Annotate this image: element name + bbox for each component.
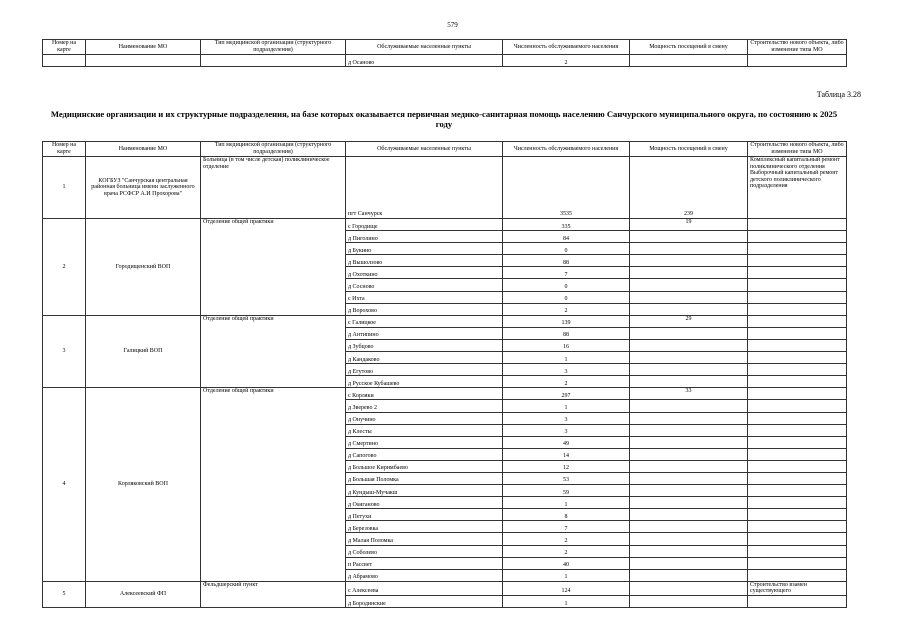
population-cell: 0 bbox=[503, 279, 630, 291]
construction-cell bbox=[748, 291, 847, 303]
capacity-cell bbox=[630, 533, 748, 545]
capacity-cell bbox=[630, 581, 748, 595]
capacity-cell bbox=[630, 472, 748, 484]
capacity-cell: 239 bbox=[630, 157, 748, 219]
settlement-cell: п Рассвет bbox=[346, 557, 503, 569]
construction-cell: Строительство взамен существующего bbox=[748, 581, 847, 595]
construction-cell bbox=[748, 219, 847, 231]
table-label: Таблица 3.28 bbox=[816, 90, 861, 99]
settlement-cell: д Егутово bbox=[346, 364, 503, 376]
capacity-cell bbox=[630, 327, 748, 339]
capacity-cell bbox=[630, 352, 748, 364]
org-name-cell: Корляковский ВОП bbox=[86, 388, 201, 582]
settlement-cell: д Клесты bbox=[346, 424, 503, 436]
header-settlements: Обслуживаемые населенные пункты bbox=[346, 142, 503, 157]
settlement-cell: д Букино bbox=[346, 243, 503, 255]
capacity-cell bbox=[630, 279, 748, 291]
header-settlements: Обслуживаемые населенные пункты bbox=[346, 40, 503, 55]
capacity-cell bbox=[630, 485, 748, 497]
capacity-cell bbox=[630, 412, 748, 424]
table-row bbox=[43, 581, 847, 595]
settlement-cell: с Алексеева bbox=[346, 581, 503, 595]
settlement-cell: д Онучино bbox=[346, 412, 503, 424]
construction-cell bbox=[748, 364, 847, 376]
organizations-table bbox=[42, 141, 847, 608]
capacity-cell: 19 bbox=[630, 219, 748, 231]
population-cell: 1 bbox=[503, 497, 630, 509]
settlement-cell: д Абрамово bbox=[346, 569, 503, 581]
header-construction: Строительство нового объекта, либо изменение типа МО bbox=[748, 40, 847, 55]
capacity-cell bbox=[630, 596, 748, 608]
capacity-cell bbox=[630, 364, 748, 376]
population-cell: 88 bbox=[503, 327, 630, 339]
population-cell: 7 bbox=[503, 521, 630, 533]
capacity-cell: 29 bbox=[630, 315, 748, 327]
page-number: 579 bbox=[447, 21, 458, 29]
settlement-cell: д Зверево 2 bbox=[346, 400, 503, 412]
header-type: Тип медицинской организации (структурного подразделения) bbox=[201, 142, 346, 157]
settlement-cell: д Большое Киримбаево bbox=[346, 460, 503, 472]
settlement-cell: д Осаново bbox=[346, 55, 503, 67]
capacity-cell bbox=[630, 303, 748, 315]
org-name-cell: Городищенский ВОП bbox=[86, 219, 201, 316]
settlement-cell: д Антипино bbox=[346, 327, 503, 339]
population-cell: 2 bbox=[503, 533, 630, 545]
org-number-cell: 5 bbox=[43, 581, 86, 607]
org-number-cell: 4 bbox=[43, 388, 86, 582]
capacity-cell bbox=[630, 291, 748, 303]
capacity-cell bbox=[630, 376, 748, 388]
continued-table bbox=[42, 39, 847, 67]
header-num: Номер на карте bbox=[43, 142, 86, 157]
construction-cell bbox=[748, 533, 847, 545]
header-construction: Строительство нового объекта, либо изменение типа МО bbox=[748, 142, 847, 157]
population-cell: 59 bbox=[503, 485, 630, 497]
population-cell: 1 bbox=[503, 400, 630, 412]
construction-cell bbox=[748, 279, 847, 291]
header-num: Номер на карте bbox=[43, 40, 86, 55]
table-row bbox=[43, 388, 847, 400]
header-population: Численность обслуживаемого населения bbox=[503, 142, 630, 157]
capacity-cell bbox=[630, 448, 748, 460]
population-cell: 7 bbox=[503, 267, 630, 279]
settlement-cell: д Березовка bbox=[346, 521, 503, 533]
construction-cell bbox=[748, 315, 847, 327]
capacity-cell bbox=[630, 255, 748, 267]
settlement-cell: д Зубцово bbox=[346, 339, 503, 351]
population-cell: 3535 bbox=[503, 157, 630, 219]
population-cell: 0 bbox=[503, 243, 630, 255]
construction-cell bbox=[748, 303, 847, 315]
construction-cell bbox=[748, 545, 847, 557]
capacity-cell bbox=[630, 267, 748, 279]
header-population: Численность обслуживаемого населения bbox=[503, 40, 630, 55]
capacity-cell bbox=[630, 569, 748, 581]
capacity-cell bbox=[630, 460, 748, 472]
population-cell: 124 bbox=[503, 581, 630, 595]
population-cell: 2 bbox=[503, 376, 630, 388]
settlement-cell: д Большая Поломка bbox=[346, 472, 503, 484]
capacity-cell bbox=[630, 339, 748, 351]
settlement-cell: д Кандаково bbox=[346, 352, 503, 364]
org-type-cell: Отделение общей практики bbox=[201, 219, 346, 316]
org-type-cell: Больница (в том числе детская) поликлиническое отделение bbox=[201, 157, 346, 219]
capacity-cell bbox=[630, 231, 748, 243]
settlement-cell: д Пиголино bbox=[346, 231, 503, 243]
capacity-cell bbox=[630, 497, 748, 509]
construction-cell bbox=[748, 412, 847, 424]
settlement-cell: д Соболево bbox=[346, 545, 503, 557]
settlement-cell: д Петухи bbox=[346, 509, 503, 521]
header-name: Наименование МО bbox=[86, 142, 201, 157]
construction-cell bbox=[748, 327, 847, 339]
org-type-cell: Отделение общей практики bbox=[201, 388, 346, 582]
settlement-cell: д Сосново bbox=[346, 279, 503, 291]
construction-cell bbox=[748, 231, 847, 243]
construction-cell bbox=[748, 596, 847, 608]
construction-cell bbox=[748, 424, 847, 436]
org-number-cell: 1 bbox=[43, 157, 86, 219]
construction-cell bbox=[748, 436, 847, 448]
construction-cell bbox=[748, 569, 847, 581]
population-cell: 16 bbox=[503, 339, 630, 351]
construction-cell bbox=[748, 557, 847, 569]
settlement-cell: д Малая Поломка bbox=[346, 533, 503, 545]
capacity-cell bbox=[630, 509, 748, 521]
capacity-cell bbox=[630, 521, 748, 533]
header-row bbox=[43, 40, 847, 55]
header-type: Тип медицинской организации (структурного подразделения) bbox=[201, 40, 346, 55]
construction-cell bbox=[748, 388, 847, 400]
org-name-cell: Алексеевский ФП bbox=[86, 581, 201, 607]
construction-cell: Комплексный капитальный ремонт поликлинического отделения Выборочный капитальный ремонт детского поликлинического подразделения bbox=[748, 157, 847, 219]
population-cell: 40 bbox=[503, 557, 630, 569]
table-title: Медицинские организации и их структурные подразделения, на базе которых оказывается первичная медико-санитарная помощь населению Санчурского муниципального округа, по состоянию к 2025 году bbox=[50, 109, 838, 129]
org-type-cell: Отделение общей практики bbox=[201, 315, 346, 388]
construction-cell bbox=[748, 255, 847, 267]
capacity-cell bbox=[630, 436, 748, 448]
population-cell: 1 bbox=[503, 596, 630, 608]
table-row bbox=[43, 157, 847, 219]
capacity-cell bbox=[630, 243, 748, 255]
population-cell: 84 bbox=[503, 231, 630, 243]
population-cell: 2 bbox=[503, 545, 630, 557]
population-cell: 1 bbox=[503, 352, 630, 364]
population-cell: 12 bbox=[503, 460, 630, 472]
population-cell: 8 bbox=[503, 509, 630, 521]
settlement-cell: с Городище bbox=[346, 219, 503, 231]
construction-cell bbox=[748, 243, 847, 255]
population-cell: 335 bbox=[503, 219, 630, 231]
construction-cell bbox=[748, 400, 847, 412]
population-cell: 14 bbox=[503, 448, 630, 460]
org-name-cell: КОГБУЗ "Санчурская центральная районная больница имени заслуженного врача РСФСР А.И Прохорова" bbox=[86, 157, 201, 219]
settlement-cell: д Кундыш-Мучакш bbox=[346, 485, 503, 497]
construction-cell bbox=[748, 376, 847, 388]
settlement-cell: д Ворохово bbox=[346, 303, 503, 315]
settlement-cell: д Вышолзово bbox=[346, 255, 503, 267]
settlement-cell: с Ихта bbox=[346, 291, 503, 303]
settlement-cell: д Бородинские bbox=[346, 596, 503, 608]
population-cell: 53 bbox=[503, 472, 630, 484]
org-number-cell: 3 bbox=[43, 315, 86, 388]
population-cell: 2 bbox=[503, 55, 630, 67]
construction-cell bbox=[748, 267, 847, 279]
construction-cell bbox=[748, 497, 847, 509]
table-row bbox=[43, 55, 847, 67]
capacity-cell bbox=[630, 424, 748, 436]
capacity-cell bbox=[630, 545, 748, 557]
settlement-cell: д Охоткино bbox=[346, 267, 503, 279]
construction-cell bbox=[748, 472, 847, 484]
construction-cell bbox=[748, 339, 847, 351]
population-cell: 297 bbox=[503, 388, 630, 400]
construction-cell bbox=[748, 521, 847, 533]
org-type-cell: Фельдшерский пункт bbox=[201, 581, 346, 607]
settlement-cell: д Русское Кубашево bbox=[346, 376, 503, 388]
header-capacity: Мощность посещений в смену bbox=[630, 142, 748, 157]
table-row bbox=[43, 315, 847, 327]
header-row bbox=[43, 142, 847, 157]
population-cell: 3 bbox=[503, 412, 630, 424]
population-cell: 49 bbox=[503, 436, 630, 448]
construction-cell bbox=[748, 509, 847, 521]
capacity-cell bbox=[630, 400, 748, 412]
population-cell: 1 bbox=[503, 569, 630, 581]
construction-cell bbox=[748, 448, 847, 460]
settlement-cell: с Галицкое bbox=[346, 315, 503, 327]
construction-cell bbox=[748, 485, 847, 497]
org-name-cell: Галицкий ВОП bbox=[86, 315, 201, 388]
settlement-cell: д Сапогово bbox=[346, 448, 503, 460]
construction-cell bbox=[748, 460, 847, 472]
settlement-cell: пгт Санчурск bbox=[346, 157, 503, 219]
header-capacity: Мощность посещений в смену bbox=[630, 40, 748, 55]
capacity-cell: 33 bbox=[630, 388, 748, 400]
population-cell: 0 bbox=[503, 291, 630, 303]
construction-cell bbox=[748, 352, 847, 364]
population-cell: 88 bbox=[503, 255, 630, 267]
org-number-cell: 2 bbox=[43, 219, 86, 316]
population-cell: 2 bbox=[503, 303, 630, 315]
settlement-cell: д Смертино bbox=[346, 436, 503, 448]
capacity-cell bbox=[630, 557, 748, 569]
settlement-cell: д Оsиганово bbox=[346, 497, 503, 509]
table-row bbox=[43, 219, 847, 231]
population-cell: 139 bbox=[503, 315, 630, 327]
header-name: Наименование МО bbox=[86, 40, 201, 55]
population-cell: 3 bbox=[503, 364, 630, 376]
settlement-cell: с Корляки bbox=[346, 388, 503, 400]
population-cell: 3 bbox=[503, 424, 630, 436]
